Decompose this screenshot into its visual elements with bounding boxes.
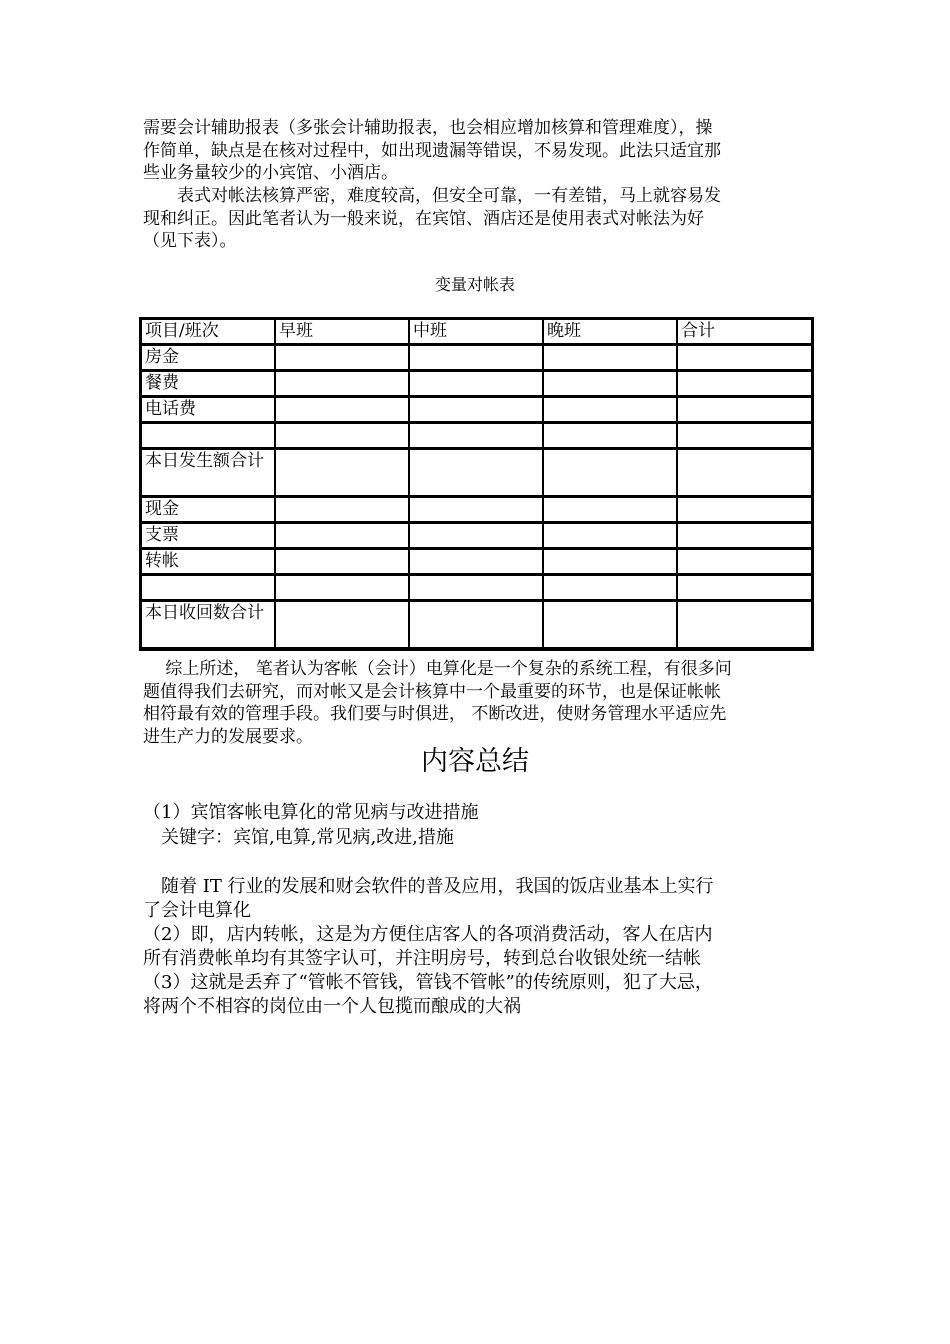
table-cell	[409, 371, 543, 397]
reconciliation-table	[139, 317, 814, 651]
table-cell	[409, 345, 543, 371]
table-row	[141, 397, 812, 423]
table-cell	[275, 345, 409, 371]
table-cell	[543, 423, 677, 449]
method-line: （见下表）。	[143, 231, 237, 251]
table-cell	[409, 497, 543, 523]
header-night: 晚班	[543, 319, 677, 345]
table-cell	[677, 449, 812, 497]
summary-item-3-line: 将两个不相容的岗位由一个人包揽而酿成的大祸	[143, 996, 521, 1017]
method-line: 现和纠正。因此笔者认为一般来说，在宾馆、酒店还是使用表式对帐法为好	[143, 208, 704, 229]
summary-item-2-line: （2）即，店内转帐，这是为方便住店客人的各项消费活动，客人在店内	[143, 924, 713, 945]
table-row	[141, 523, 812, 549]
table-row	[141, 497, 812, 523]
table-cell	[409, 423, 543, 449]
table-cell	[409, 397, 543, 423]
summary-heading: 内容总结	[421, 746, 529, 777]
table-row	[141, 371, 812, 397]
table-cell	[677, 523, 812, 549]
conclusion-line: 相符最有效的管理手段。我们要与时俱进， 不断改进，使财务管理水平适应先	[143, 704, 727, 724]
row-label: 支票	[141, 523, 275, 549]
row-label: 餐费	[141, 371, 275, 397]
table-cell	[409, 601, 543, 649]
table-cell	[543, 575, 677, 601]
table-row	[141, 575, 812, 601]
row-label: 本日收回数合计	[141, 601, 275, 649]
table-cell	[543, 397, 677, 423]
conclusion-paragraph	[143, 658, 805, 748]
conclusion-line: 进生产力的发展要求。	[143, 726, 313, 747]
intro-line: 需要会计辅助报表（多张会计辅助报表，也会相应增加核算和管理难度），操	[143, 118, 713, 138]
table-cell	[677, 345, 812, 371]
summary-intro-line: 了会计电算化	[143, 900, 251, 921]
header-item-shift: 项目/班次	[141, 319, 275, 345]
row-label: 电话费	[141, 397, 275, 423]
conclusion-line: 题值得我们去研究，而对帐又是会计核算中一个最重要的环节，也是保证帐帐	[143, 681, 721, 702]
summary-intro-line: 随着 IT 行业的发展和财会软件的普及应用，我国的饭店业基本上实行	[143, 876, 714, 897]
table-row	[141, 549, 812, 575]
table-cell	[275, 523, 409, 549]
table-cell	[275, 371, 409, 397]
row-label	[141, 575, 275, 601]
table-cell	[275, 549, 409, 575]
row-label: 本日发生额合计	[141, 449, 275, 497]
table-cell	[275, 423, 409, 449]
method-line: 表式对帐法核算严密，难度较高，但安全可靠，一有差错，马上就容易发	[143, 186, 721, 206]
header-total: 合计	[677, 319, 812, 345]
table-cell	[677, 371, 812, 397]
table-cell	[543, 549, 677, 575]
table-cell	[543, 371, 677, 397]
table-cell	[543, 497, 677, 523]
summary-keywords: 关键字：宾馆,电算,常见病,改进,措施	[143, 827, 454, 848]
row-label: 现金	[141, 497, 275, 523]
table-cell	[677, 549, 812, 575]
table-cell	[543, 601, 677, 649]
table-cell	[543, 449, 677, 497]
conclusion-line: 综上所述， 笔者认为客帐（会计）电算化是一个复杂的系统工程，有很多问	[143, 659, 732, 679]
header-morning: 早班	[275, 319, 409, 345]
intro-paragraph	[143, 117, 805, 185]
table-cell	[275, 397, 409, 423]
summary-item-2-line: 所有消费帐单均有其签字认可，并注明房号，转到总台收银处统一结帐	[143, 948, 701, 969]
method-paragraph	[143, 185, 805, 253]
table-cell	[677, 497, 812, 523]
intro-line: 作简单，缺点是在核对过程中，如出现遗漏等错误，不易发现。此法只适宜那	[143, 140, 721, 161]
table-cell	[409, 449, 543, 497]
table-cell	[677, 397, 812, 423]
table-caption: 变量对帐表	[434, 275, 515, 294]
table-cell	[275, 601, 409, 649]
table-cell	[275, 449, 409, 497]
row-label: 转帐	[141, 549, 275, 575]
summary-item-1: （1）宾馆客帐电算化的常见病与改进措施	[143, 802, 479, 823]
table-row	[141, 345, 812, 371]
table-row	[141, 601, 812, 649]
table-cell	[677, 601, 812, 649]
table-cell	[409, 549, 543, 575]
table-cell	[275, 497, 409, 523]
row-label: 房金	[141, 345, 275, 371]
intro-line: 些业务量较少的小宾馆、小酒店。	[143, 163, 398, 183]
table-cell	[677, 575, 812, 601]
table-row	[141, 423, 812, 449]
table-cell	[409, 523, 543, 549]
summary-item-3-line: （3）这就是丢弃了“管帐不管钱，管钱不管帐”的传统原则，犯了大忌，	[143, 972, 713, 993]
table-cell	[543, 523, 677, 549]
table-row	[141, 449, 812, 497]
row-label	[141, 423, 275, 449]
table-cell	[677, 423, 812, 449]
header-middle: 中班	[409, 319, 543, 345]
table-cell	[275, 575, 409, 601]
table-cell	[409, 575, 543, 601]
table-header-row	[141, 319, 812, 345]
table-cell	[543, 345, 677, 371]
